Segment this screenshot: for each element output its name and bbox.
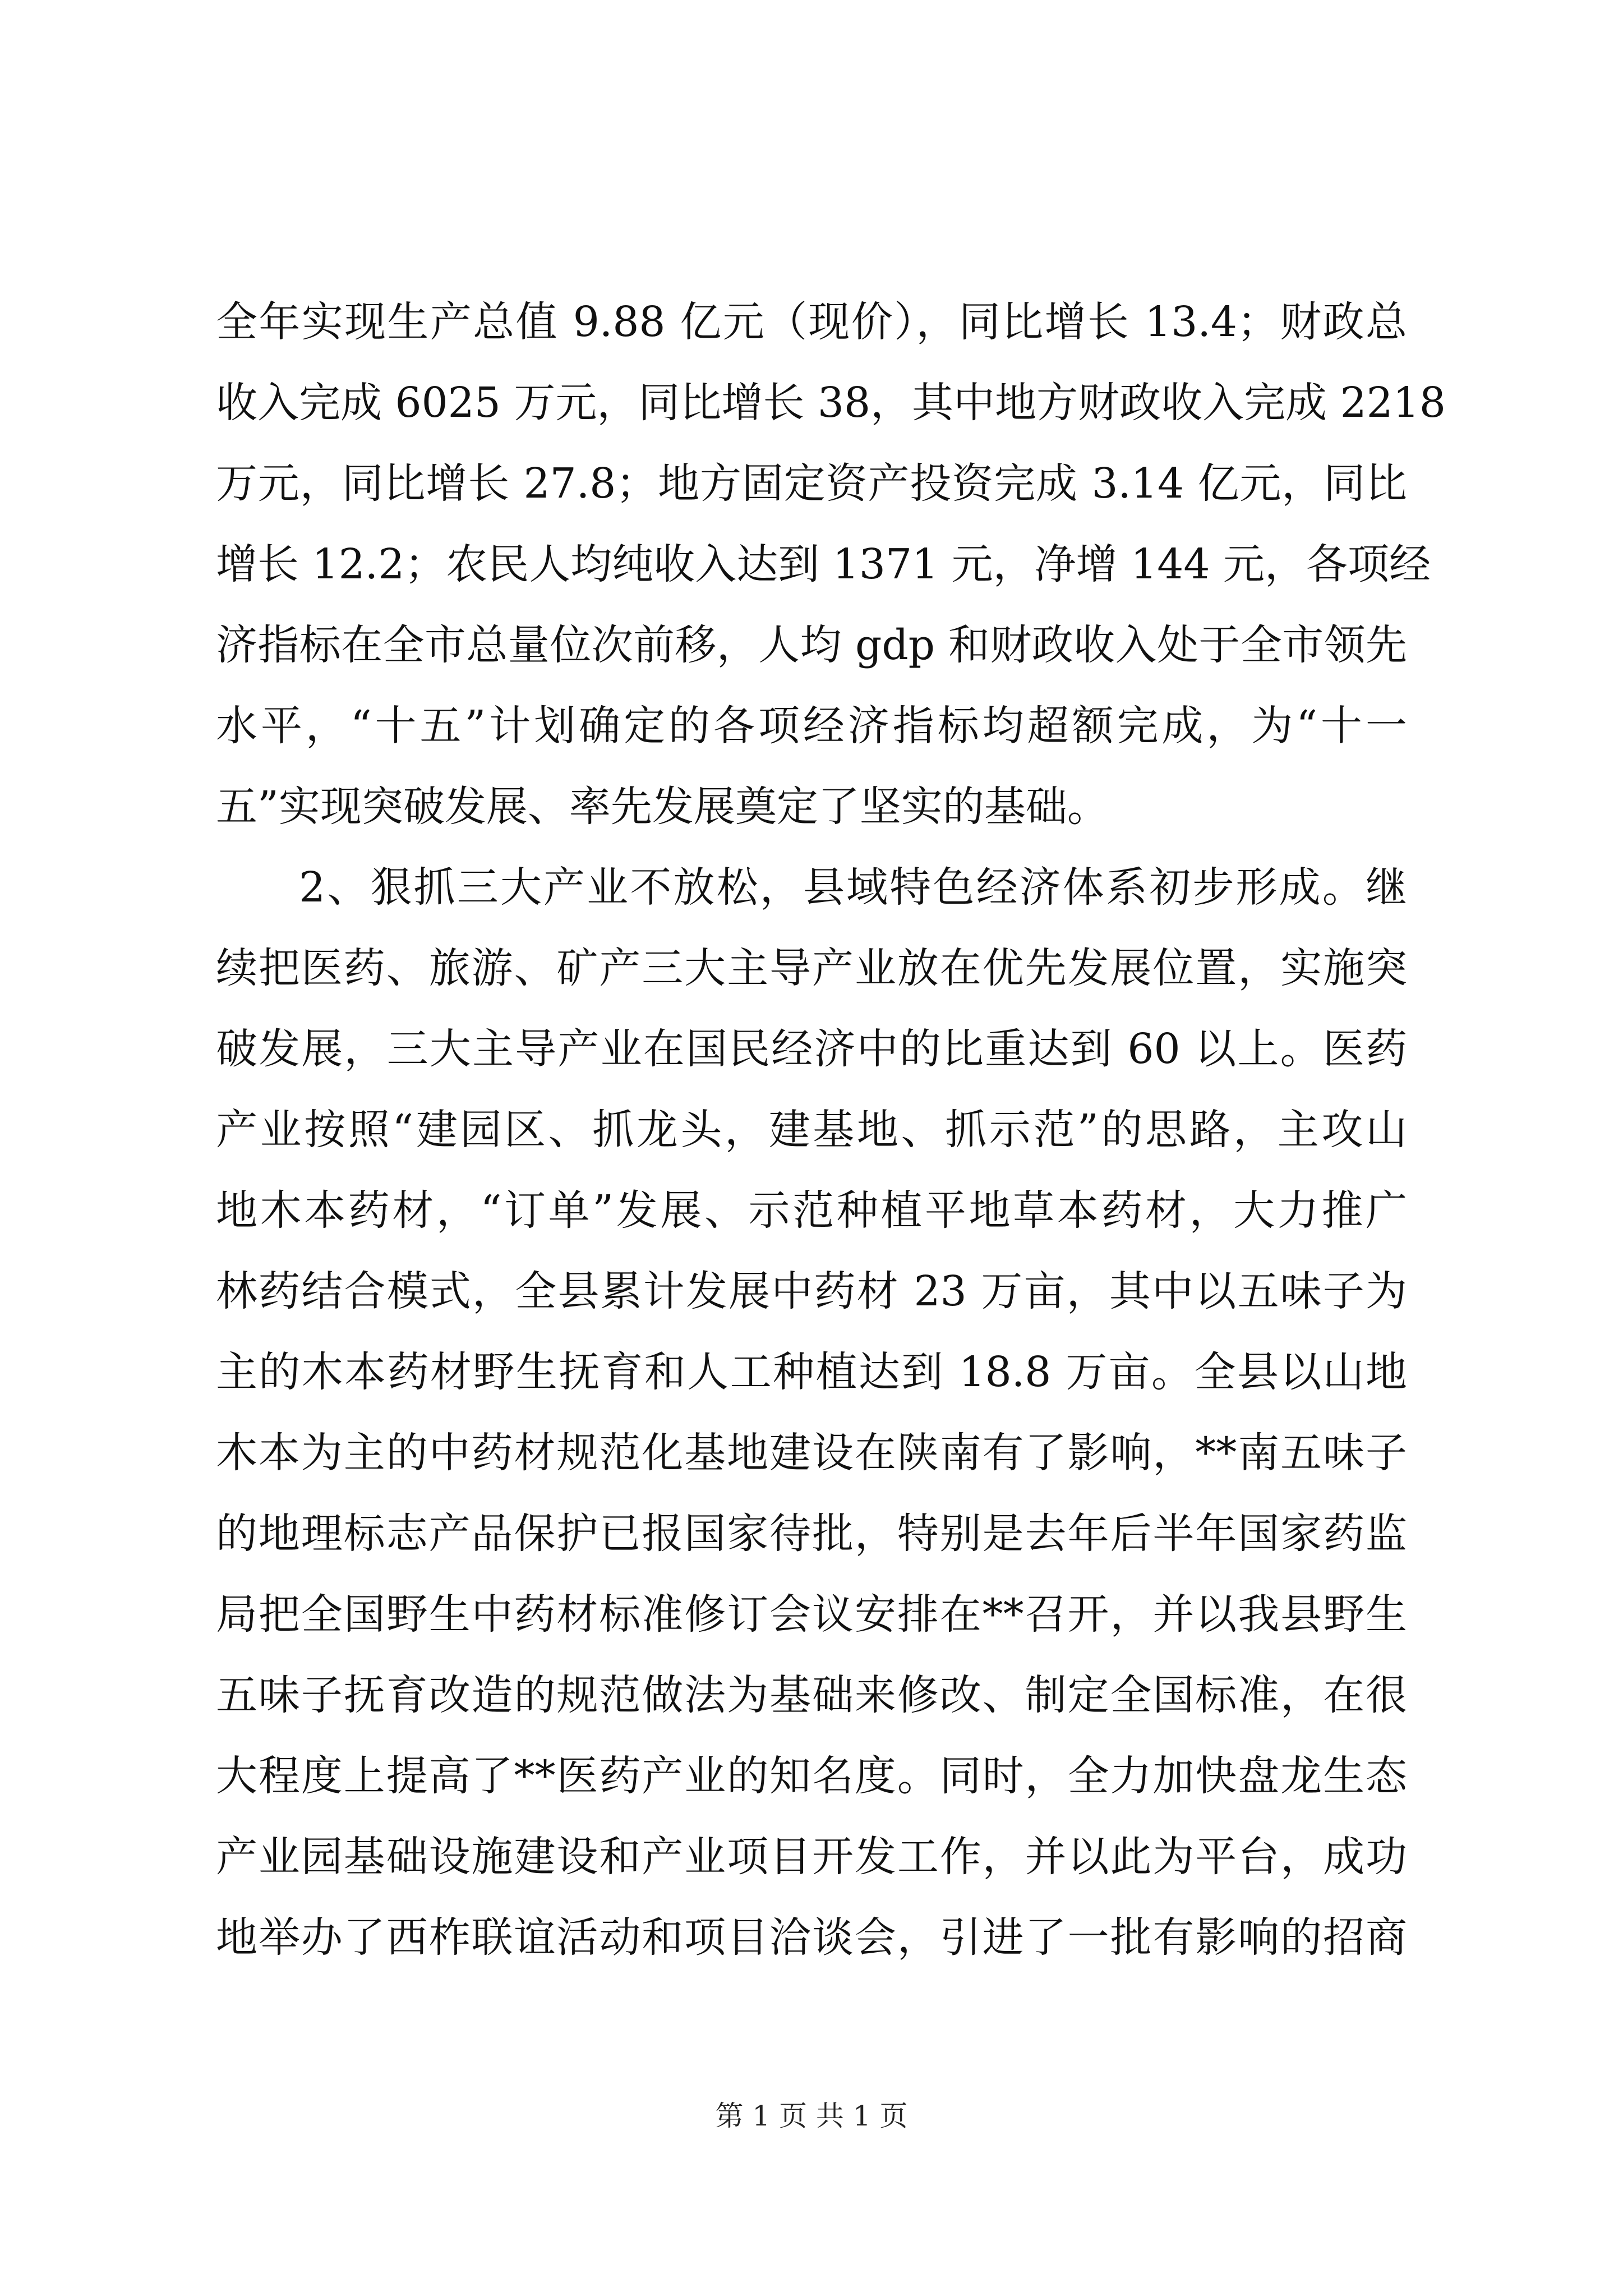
text-line: 产业园基础设施建设和产业项目开发工作，并以此为平台，成功 — [216, 1833, 1407, 1881]
text-line: 收入完成 6025 万元，同比增长 38，其中地方财政收入完成 2218 — [216, 379, 1446, 427]
text-line: 万元，同比增长 27.8；地方固定资产投资完成 3.14 亿元，同比 — [216, 459, 1407, 508]
text-line: 五”实现突破发展、率先发展奠定了坚实的基础。 — [216, 783, 1109, 831]
text-line: 产业按照“建园区、抓龙头，建基地、抓示范”的思路，主攻山 — [216, 1106, 1407, 1154]
paragraph-economic-summary — [216, 282, 1446, 847]
text-line: 地木本药材，“订单”发展、示范种植平地草本药材，大力推广 — [216, 1186, 1407, 1235]
page-number: 第 1 页 共 1 页 — [715, 2100, 908, 2132]
page-footer — [0, 2099, 1623, 2133]
text-line: 破发展，三大主导产业在国民经济中的比重达到 60 以上。医药 — [216, 1025, 1407, 1073]
text-line: 主的木本药材野生抚育和人工种植达到 18.8 万亩。全县以山地 — [216, 1348, 1407, 1396]
text-line: 地举办了西柞联谊活动和项目洽谈会，引进了一批有影响的招商 — [216, 1913, 1407, 1962]
text-line: 2、狠抓三大产业不放松，县域特色经济体系初步形成。继 — [299, 863, 1407, 912]
text-line: 局把全国野生中药材标准修订会议安排在**召开，并以我县野生 — [216, 1590, 1407, 1639]
text-line: 全年实现生产总值 9.88 亿元（现价），同比增长 13.4；财政总 — [216, 298, 1407, 346]
paragraph-industries — [216, 847, 1407, 1978]
text-line: 五味子抚育改造的规范做法为基础来修改、制定全国标准，在很 — [216, 1671, 1407, 1719]
text-line: 林药结合模式，全县累计发展中药材 23 万亩，其中以五味子为 — [216, 1267, 1407, 1315]
text-line: 续把医药、旅游、矿产三大主导产业放在优先发展位置，实施突 — [216, 944, 1407, 992]
text-line: 木本为主的中药材规范化基地建设在陕南有了影响，**南五味子 — [216, 1429, 1407, 1477]
text-line: 大程度上提高了**医药产业的知名度。同时，全力加快盘龙生态 — [216, 1752, 1407, 1800]
document-body — [216, 282, 1446, 1978]
text-line: 的地理标志产品保护已报国家待批，特别是去年后半年国家药监 — [216, 1510, 1407, 1558]
text-line: 济指标在全市总量位次前移，人均 gdp 和财政收入处于全市领先 — [216, 621, 1407, 669]
text-line: 水平，“十五”计划确定的各项经济指标均超额完成，为“十一 — [216, 702, 1407, 750]
text-line: 增长 12.2；农民人均纯收入达到 1371 元，净增 144 元，各项经 — [216, 540, 1431, 588]
